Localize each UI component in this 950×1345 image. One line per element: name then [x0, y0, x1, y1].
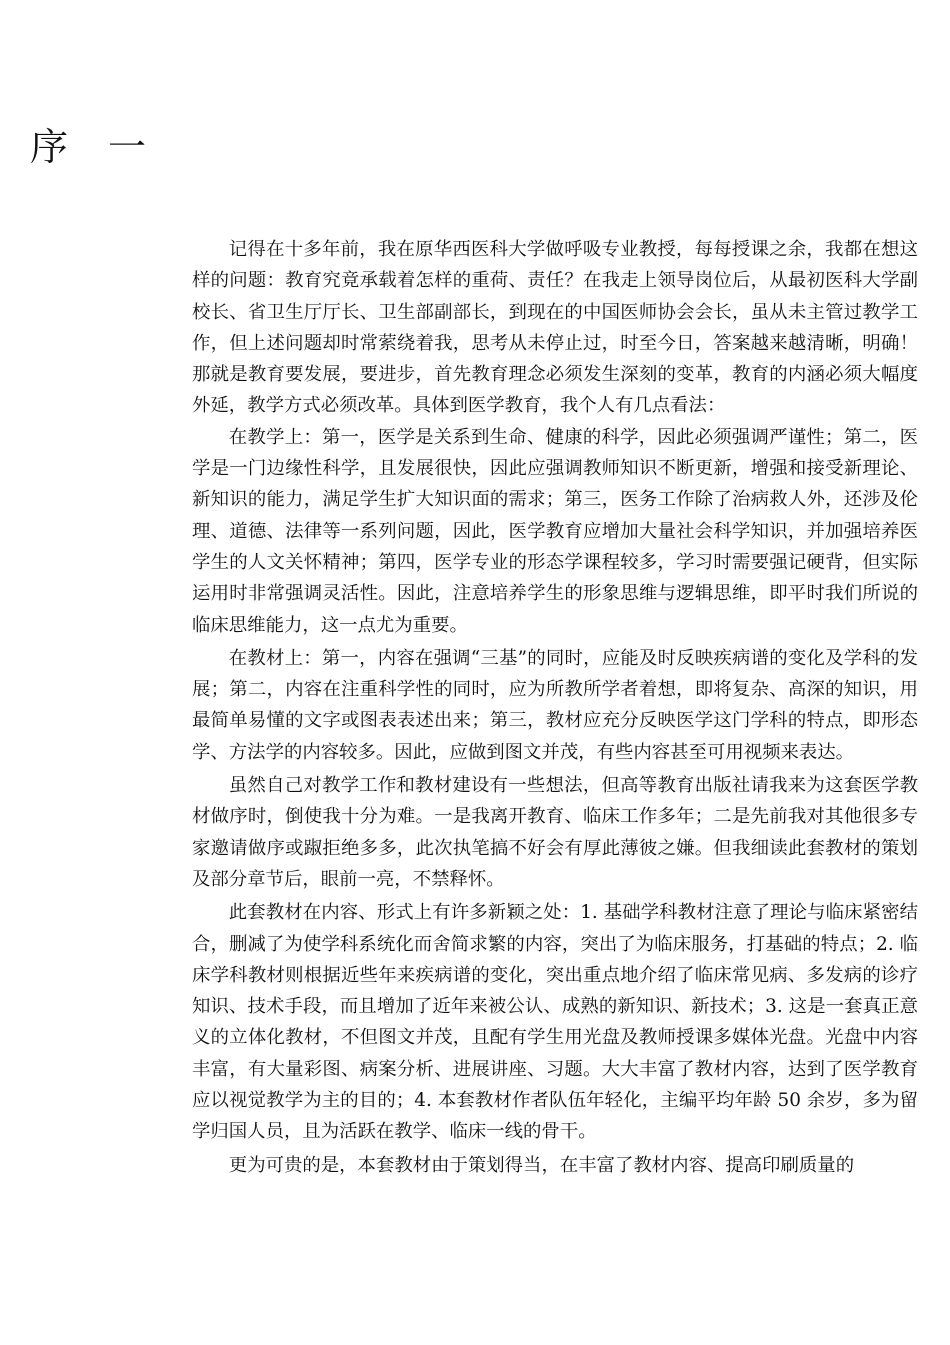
paragraph: 在教材上：第一，内容在强调“三基”的同时，应能及时反映疾病谱的变化及学科的发展；第二，内容在注重科学性的同时，应为所教所学者着想，即将复杂、高深的知识，用最简单易懂的文字或图表表述出来；第三，教材应充分反映医学这门学科的特点，即形态学、方法学的内容较多。因此，应做到图文并茂，有些内容甚至可用视频来表达。	[192, 647, 918, 763]
page-title-char: 序	[30, 125, 69, 169]
paragraph: 此套教材在内容、形式上有许多新颖之处：1. 基础学科教材注意了理论与临床紧密结合，删减了为使学科系统化而舍简求繁的内容，突出了为临床服务，打基础的特点；2. 临床学科教材则根据近些年来疾病谱的变化，突出重点地介绍了临床常见病、多发病的诊疗知识、技术手段，而且增加了近年来被公认、成熟的新知识、新技术；3. 这是一套真正意义的立体化教材，不但图文并茂，且配有学生用光盘及教师授课多媒体光盘。光盘中内容丰富，有大量彩图、病案分析、进展讲座、习题。大大丰富了教材内容，达到了医学教育应以视觉教学为主的目的；4. 本套教材作者队伍年轻化，主编平均年龄 50 余岁，多为留学归国人员，且为活跃在教学、临床一线的骨干。	[192, 902, 918, 1143]
paragraph: 记得在十多年前，我在原华西医科大学做呼吸专业教授，每每授课之余，我都在想这样的问题：教育究竟承载着怎样的重荷、责任？在我走上领导岗位后，从最初医科大学副校长、省卫生厅厅长、卫生部副部长，到现在的中国医师协会会长，虽从未主管过教学工作，但上述问题却时常萦绕着我，思考从未停止过，时至今日，答案越来越清晰，明确！那就是教育要发展，要进步，首先教育理念必须发生深刻的变革，教育的内涵必须大幅度外延，教学方式必须改革。具体到医学教育，我个人有几点看法：	[192, 239, 918, 417]
page-title	[30, 122, 146, 172]
paragraph: 更为可贵的是，本套教材由于策划得当，在丰富了教材内容、提高印刷质量的	[228, 1154, 855, 1176]
paragraph: 在教学上：第一，医学是关系到生命、健康的科学，因此必须强调严谨性；第二，医学是一门边缘性科学，且发展很快，因此应强调教师知识不断更新，增强和接受新理论、新知识的能力，满足学生扩大知识面的需求；第三，医务工作除了治病救人外，还涉及伦理、道德、法律等一系列问题，因此，医学教育应增加大量社会科学知识，并加强培养医学生的人文关怀精神；第四，医学专业的形态学课程较多，学习时需要强记硬背，但实际运用时非常强调灵活性。因此，注意培养学生的形象思维与逻辑思维，即平时我们所说的临床思维能力，这一点尤为重要。	[192, 426, 918, 636]
page-title-char: 一	[108, 125, 147, 169]
paragraph: 虽然自己对教学工作和教材建设有一些想法，但高等教育出版社请我来为这套医学教材做序时，倒使我十分为难。一是我离开教育、临床工作多年；二是先前我对其他很多专家邀请做序或踧拒绝多多，此次执笔搞不好会有厚此薄彼之嫌。但我细读此套教材的策划及部分章节后，眼前一亮，不禁释怀。	[192, 775, 918, 890]
body-text	[192, 234, 918, 1181]
